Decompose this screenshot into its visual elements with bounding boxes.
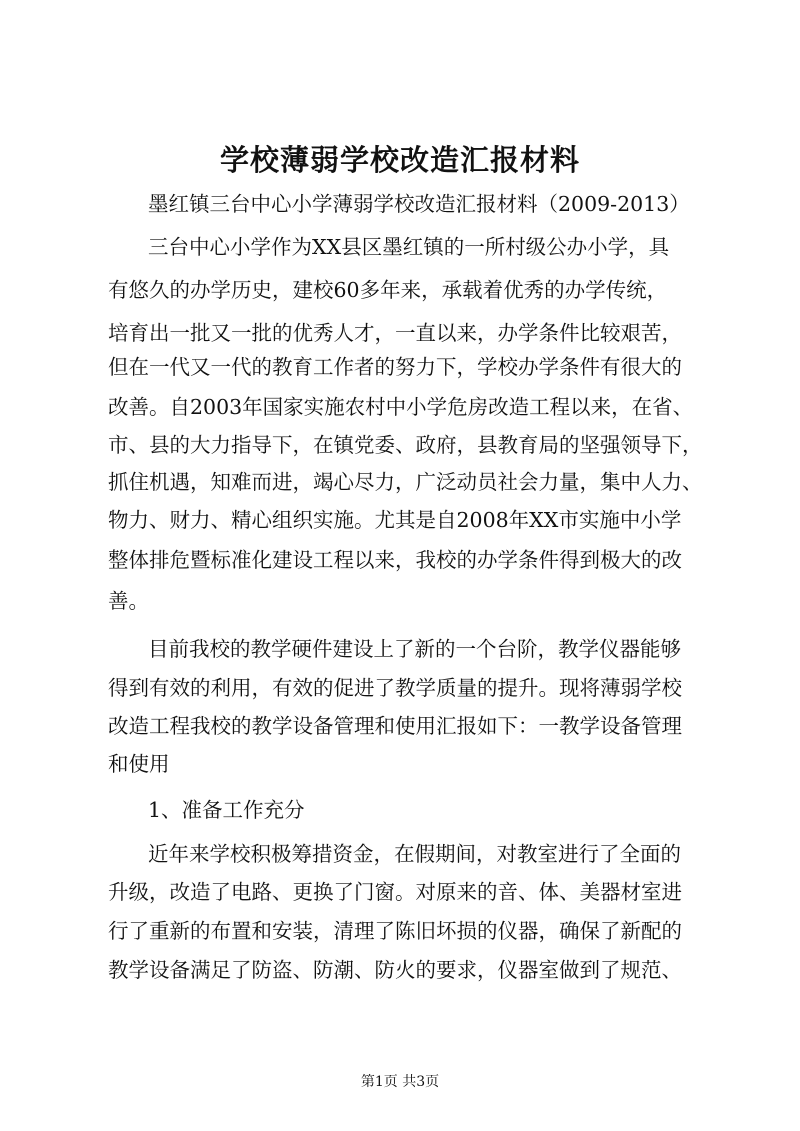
paragraph-line: 和使用 xyxy=(108,752,170,776)
paragraph-line: 近年来学校积极筹措资金，在假期间，对教室进行了全面的 xyxy=(148,842,681,866)
page-number-footer: 第1页 共3页 xyxy=(360,1074,440,1090)
document-title: 学校薄弱学校改造汇报材料 xyxy=(219,143,580,177)
paragraph-line: 行了重新的布置和安装，清理了陈旧坏损的仪器，确保了新配的 xyxy=(108,919,682,943)
paragraph-line: 升级，改造了电路、更换了门窗。对原来的音、体、美器材室进 xyxy=(108,880,682,904)
paragraph-line: 改善。自2003年国家实施农村中小学危房改造工程以来，在省、 xyxy=(108,395,694,419)
paragraph-line: 市、县的大力指导下，在镇党委、政府，县教育局的坚强领导下， xyxy=(108,433,703,457)
paragraph-line: 目前我校的教学硬件建设上了新的一个台阶，教学仪器能够 xyxy=(148,637,681,661)
paragraph-line: 教学设备满足了防盗、防潮、防火的要求，仪器室做到了规范、 xyxy=(108,958,682,982)
paragraph-line: 物力、财力、精心组织实施。尤其是自2008年XX市实施中小学 xyxy=(108,508,682,532)
paragraph-line: 有悠久的办学历史，建校60多年来，承载着优秀的办学传统， xyxy=(108,278,668,302)
paragraph-line: 抓住机遇，知难而进，竭心尽力，广泛动员社会力量，集中人力、 xyxy=(108,470,703,494)
paragraph-line: 三台中心小学作为XX县区墨红镇的一所村级公办小学，具 xyxy=(148,235,670,259)
paragraph-line: 整体排危暨标准化建设工程以来，我校的办学条件得到极大的改 xyxy=(108,548,682,572)
paragraph-line: 得到有效的利用，有效的促进了教学质量的提升。现将薄弱学校 xyxy=(108,676,682,700)
paragraph-line: 但在一代又一代的教育工作者的努力下，学校办学条件有很大的 xyxy=(108,355,682,379)
paragraph-line: 培育出一批又一批的优秀人才，一直以来，办学条件比较艰苦， xyxy=(108,321,682,345)
section-heading: 1、准备工作充分 xyxy=(148,798,305,822)
subtitle-line: 墨红镇三台中心小学薄弱学校改造汇报材料（2009-2013） xyxy=(148,192,690,216)
paragraph-line: 改造工程我校的教学设备管理和使用汇报如下：一教学设备管理 xyxy=(108,714,682,738)
paragraph-line: 善。 xyxy=(108,589,149,613)
